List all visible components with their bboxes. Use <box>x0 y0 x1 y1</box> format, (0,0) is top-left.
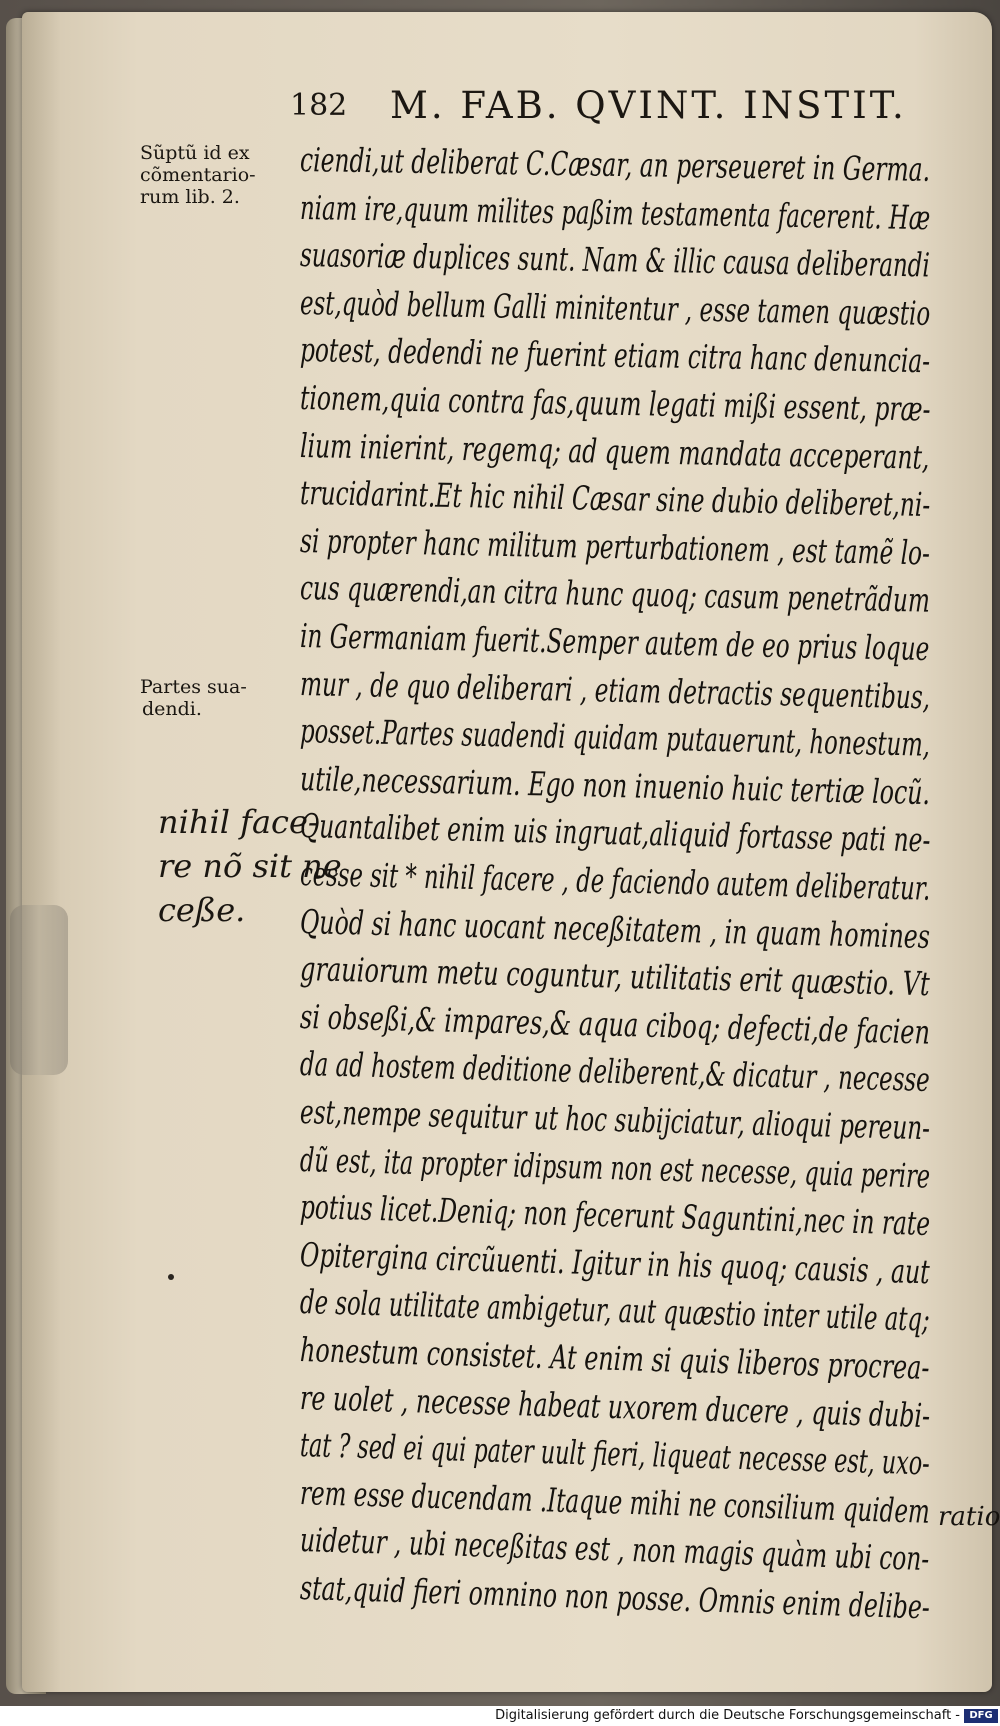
text-line: tat ? sed ei qui pater uult fieri, liqueat necesse est, uxo- <box>299 1425 931 1483</box>
margin-note-line: ceße. <box>158 891 246 929</box>
page-number: 182 <box>290 88 348 123</box>
text-line: est,quòd bellum Galli minitentur , esse tamen quæstio <box>299 282 931 333</box>
running-header <box>290 84 930 134</box>
clasp-shadow <box>10 905 68 1075</box>
text-line: potest, dedendi ne fuerint etiam citra hanc denuncia- <box>299 330 931 381</box>
margin-note-line: cõmentario- <box>140 164 256 186</box>
text-line: posset.Partes suadendi quidam putauerunt, honestum, <box>299 711 931 764</box>
margin-note-line: dendi. <box>142 698 202 720</box>
running-title: M. FAB. QVINT. INSTIT. <box>390 84 907 127</box>
ink-dot <box>168 1274 174 1280</box>
text-line: rem esse ducendam .Itaque mihi ne consilium quidem <box>299 1472 931 1531</box>
margin-note-line: re nõ sit ne <box>158 847 342 885</box>
text-line: dũ est, ita propter idipsum non est necesse, quia perire <box>299 1139 931 1196</box>
text-line: honestum consistet. At enim si quis liberos procrea- <box>299 1330 931 1387</box>
text-line: trucidarint.Et hic nihil Cæsar sine dubio deliberet,ni- <box>299 473 931 525</box>
margin-note-line: rum lib. 2. <box>140 186 240 208</box>
margin-note-line: Partes sua- <box>140 676 247 698</box>
text-line: si obseßi,& impares,& aqua ciboq; defecti,de facien <box>299 996 931 1052</box>
margin-note-line: nihil face- <box>158 803 319 841</box>
text-line: Quantalibet enim uis ingruat,aliquid fortasse pati ne- <box>299 806 931 860</box>
text-line: suasoriæ duplices sunt. Nam & illic causa deliberandi <box>299 235 931 285</box>
text-line: Opitergina circũuenti. Igitur in his quoq; causis , aut <box>299 1234 931 1292</box>
text-line: da ad hostem deditione deliberent,& dicatur , necesse <box>299 1044 931 1100</box>
text-line: potius licet.Deniq; non fecerunt Saguntini,nec in rate <box>299 1187 931 1244</box>
text-line: Quòd si hanc uocant neceßitatem , in quam homines <box>299 901 931 956</box>
digitization-footer <box>0 1706 1000 1726</box>
text-line: uidetur , ubi neceßitas est , non magis quàm ubi con- <box>299 1520 930 1579</box>
text-line: ciendi,ut deliberat C.Cæsar, an perseueret in Germa. <box>299 140 931 189</box>
margin-note-line: Sũptũ id ex <box>140 142 250 164</box>
margin-note-partes <box>140 676 247 720</box>
funding-credit: Digitalisierung gefördert durch die Deutsche Forschungsgemeinschaft - <box>495 1708 960 1723</box>
text-line: stat,quid fieri omnino non posse. Omnis enim delibe- <box>299 1568 931 1627</box>
text-line: lium inierint, regemq; ad quem mandata acceperant, <box>299 425 930 477</box>
dfg-logo: DFG <box>964 1709 998 1723</box>
text-line: utile,necessarium. Ego non inuenio huic tertiæ locũ. <box>299 758 931 812</box>
text-line: est,nempe sequitur ut hoc subijciatur, alioqui pereun- <box>299 1092 931 1148</box>
text-line: grauiorum metu coguntur, utilitatis erit quæstio. Vt <box>299 949 931 1004</box>
text-line: in Germaniam fuerit.Semper autem de eo prius loque <box>299 616 930 669</box>
text-line: cesse sit * nihil facere , de faciendo autem deliberatur. <box>299 854 931 908</box>
text-line: tionem,quia contra fas,quum legati mißi essent, præ- <box>299 378 931 429</box>
margin-note-source <box>140 142 256 208</box>
text-line: niam ire,quum milites paßim testamenta facerent. Hæ <box>299 187 931 237</box>
text-line: de sola utilitate ambigetur, aut quæstio inter utile atq; <box>299 1282 931 1339</box>
text-line: si propter hanc militum perturbationem , est tamẽ lo- <box>299 520 931 573</box>
text-line: mur , de quo deliberari , etiam detractis sequentibus, <box>299 663 931 717</box>
text-line: re uolet , necesse habeat uxorem ducere , quis dubi- <box>299 1377 931 1435</box>
text-line: cus quærendi,an citra hunc quoq; casum penetrãdum <box>299 568 931 621</box>
catchword: ratio <box>938 1502 1000 1532</box>
